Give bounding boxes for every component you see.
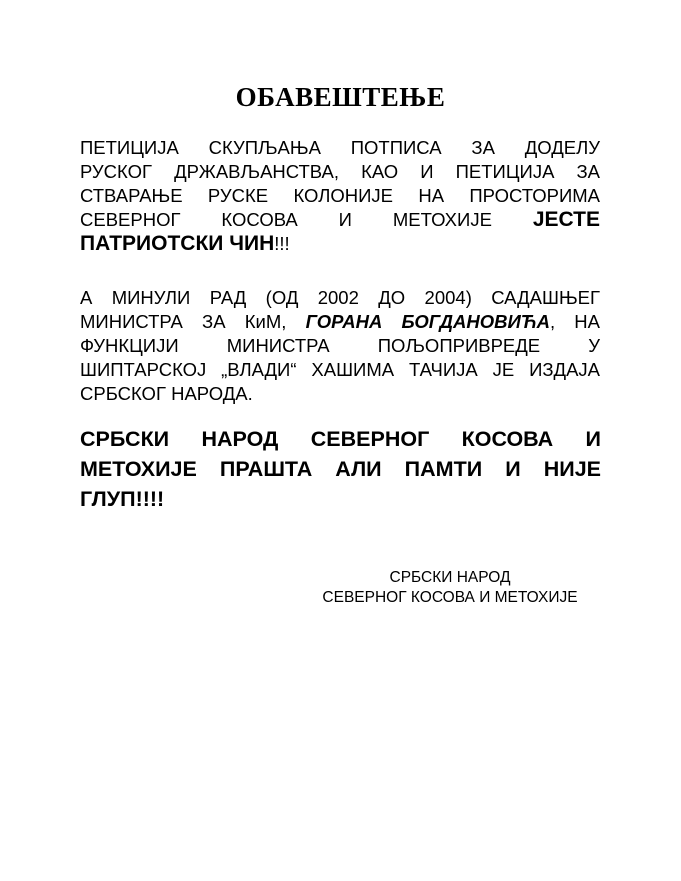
signature-block: [300, 568, 600, 608]
paragraph-line: СТВАРАЊЕ РУСКЕ КОЛОНИЈЕ НА ПРОСТОРИМА: [80, 185, 600, 206]
line-text: МИНИСТРА ЗА КиМ,: [80, 311, 287, 332]
exclamations: !!!: [274, 233, 290, 254]
document-title: ОБАВЕШТЕЊЕ: [235, 82, 446, 112]
paragraph-statement: [80, 424, 601, 514]
paragraph-line: [80, 208, 600, 232]
line-text: , НА: [549, 311, 600, 332]
paragraph-line: ГЛУП!!!!: [80, 487, 165, 511]
paragraph-line: РУСКОГ ДРЖАВЉАНСТВА, КАО И ПЕТИЦИЈА ЗА: [80, 161, 600, 182]
paragraph-minister: [80, 286, 600, 406]
paragraph-line: МЕТОХИЈЕ ПРАШТА АЛИ ПАМТИ И НИЈЕ: [80, 457, 601, 481]
line-text: СЕВЕРНОГ КОСОВА И МЕТОХИЈЕ: [80, 209, 492, 230]
paragraph-line: [80, 310, 600, 334]
paragraph-line: ПЕТИЦИЈА СКУПЉАЊА ПОТПИСА ЗА ДОДЕЛУ: [80, 137, 600, 158]
signature-line: СРБСКИ НАРОД: [389, 569, 511, 586]
paragraph-line: СРБСКИ НАРОД СЕВЕРНОГ КОСОВА И: [80, 427, 601, 451]
paragraph-petition: [80, 136, 600, 256]
paragraph-line: СРБСКОГ НАРОДА.: [80, 383, 253, 404]
paragraph-line: ФУНКЦИЈИ МИНИСТРА ПОЉОПРИВРЕДЕ У: [80, 335, 600, 356]
paragraph-line: ШИПТАРСКОЈ „ВЛАДИ“ ХАШИМА ТАЧИЈА ЈЕ ИЗДАЈА: [80, 359, 600, 380]
emphasis-bold: ПАТРИОТСКИ ЧИН: [80, 232, 275, 255]
paragraph-line: [80, 232, 600, 256]
signature-line: СЕВЕРНОГ КОСОВА И МЕТОХИЈЕ: [322, 589, 578, 606]
paragraph-line: А МИНУЛИ РАД (ОД 2002 ДО 2004) САДАШЊЕГ: [80, 287, 600, 308]
emphasis-bold: ЈЕСТЕ: [532, 208, 600, 231]
minister-name: ГОРАНА БОГДАНОВИЋА: [305, 311, 550, 332]
